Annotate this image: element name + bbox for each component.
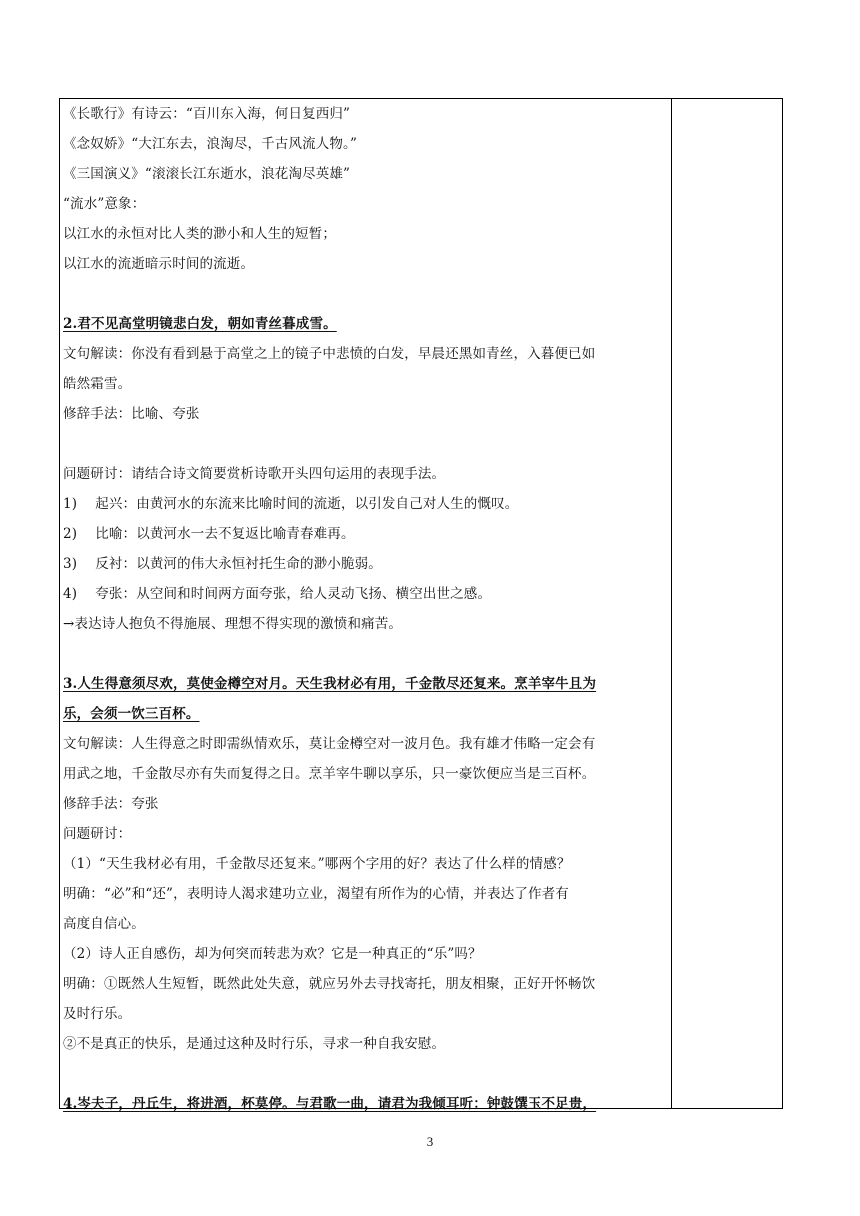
text-line: 《长歌行》有诗云：“百川东入海，何日复西归” — [63, 106, 351, 122]
section-heading-text: 3.人生得意须尽欢，莫使金樽空对月。天生我材必有用，千金散尽还复来。烹羊宰牛且为 — [63, 676, 597, 692]
section-heading-text: 4.岑夫子，丹丘生，将进酒，杯莫停。与君歌一曲，请君为我倾耳听：钟鼓馔玉不足贵， — [63, 1096, 597, 1112]
text-line: 以江水的流逝暗示时间的流逝。 — [63, 256, 255, 272]
text-line: ②不是真正的快乐，是通过这种及时行乐，寻求一种自我安慰。 — [63, 1036, 446, 1052]
text-line: →表达诗人抱负不得施展、理想不得实现的激愤和痛苦。 — [63, 616, 403, 632]
text-line: 用武之地，千金散尽亦有失而复得之日。烹羊宰牛聊以享乐，只一豪饮便应当是三百杯。 — [63, 766, 596, 782]
text-line: 4) 夸张：从空间和时间两方面夸张，给人灵动飞扬、横空出世之感。 — [63, 586, 492, 602]
text-line: 明确：“必”和“还”，表明诗人渴求建功立业，渴望有所作为的心情，并表达了作者有 — [63, 886, 569, 902]
text-line: 高度自信心。 — [63, 916, 145, 932]
text-line: 2) 比喻：以黄河水一去不复返比喻青春难再。 — [63, 526, 355, 542]
text-line: 问题研讨： — [63, 826, 132, 842]
section-heading — [63, 1089, 667, 1119]
page-number: 3 — [426, 1134, 434, 1149]
text-line: 文句解读：你没有看到悬于高堂之上的镜子中悲愤的白发，早晨还黑如青丝，入暮便已如 — [63, 346, 596, 362]
text-line: “流水”意象： — [63, 196, 146, 212]
text-line: 明确：①既然人生短暂，既然此处失意，就应另外去寻找寄托，朋友相聚，正好开怀畅饮 — [63, 976, 596, 992]
section-heading-text: 2.君不见高堂明镜悲白发，朝如青丝暮成雪。 — [63, 316, 337, 332]
blank-line — [63, 429, 667, 459]
text-line: 皓然霜雪。 — [63, 376, 132, 392]
text-line: 问题研讨：请结合诗文简要赏析诗歌开头四句运用的表现手法。 — [63, 466, 446, 482]
main-cell — [63, 99, 667, 1119]
text-line: 以江水的永恒对比人类的渺小和人生的短暂； — [63, 226, 336, 242]
text-line: 修辞手法：夸张 — [63, 796, 159, 812]
content-table — [59, 98, 783, 1112]
section-heading-text: 乐，会须一饮三百杯。 — [63, 706, 200, 722]
blank-line — [63, 639, 667, 669]
text-line: 文句解读：人生得意之时即需纵情欢乐，莫让金樽空对一波月色。我有雄才伟略一定会有 — [63, 736, 596, 752]
text-line: （1）“天生我材必有用，千金散尽还复来。”哪两个字用的好？表达了什么样的情感？ — [63, 856, 571, 872]
text-line: 修辞手法：比喻、夸张 — [63, 406, 200, 422]
text-line: 《念奴娇》“大江东去，浪淘尽，千古风流人物。” — [63, 136, 358, 152]
text-line: 3) 反衬：以黄河的伟大永恒衬托生命的渺小脆弱。 — [63, 556, 382, 572]
section-heading — [63, 309, 667, 339]
table-column-divider — [671, 99, 672, 1108]
section-heading — [63, 669, 667, 699]
text-line: （2）诗人正自感伤，却为何突而转悲为欢？它是一种真正的“乐”吗？ — [63, 946, 482, 962]
blank-line — [63, 279, 667, 309]
text-line: 《三国演义》“滚滚长江东逝水，浪花淘尽英雄” — [63, 166, 351, 182]
text-line: 1) 起兴：由黄河水的东流来比喻时间的流逝，以引发自己对人生的慨叹。 — [63, 496, 519, 512]
blank-line — [63, 1059, 667, 1089]
text-line: 及时行乐。 — [63, 1006, 132, 1022]
section-heading — [63, 699, 667, 729]
